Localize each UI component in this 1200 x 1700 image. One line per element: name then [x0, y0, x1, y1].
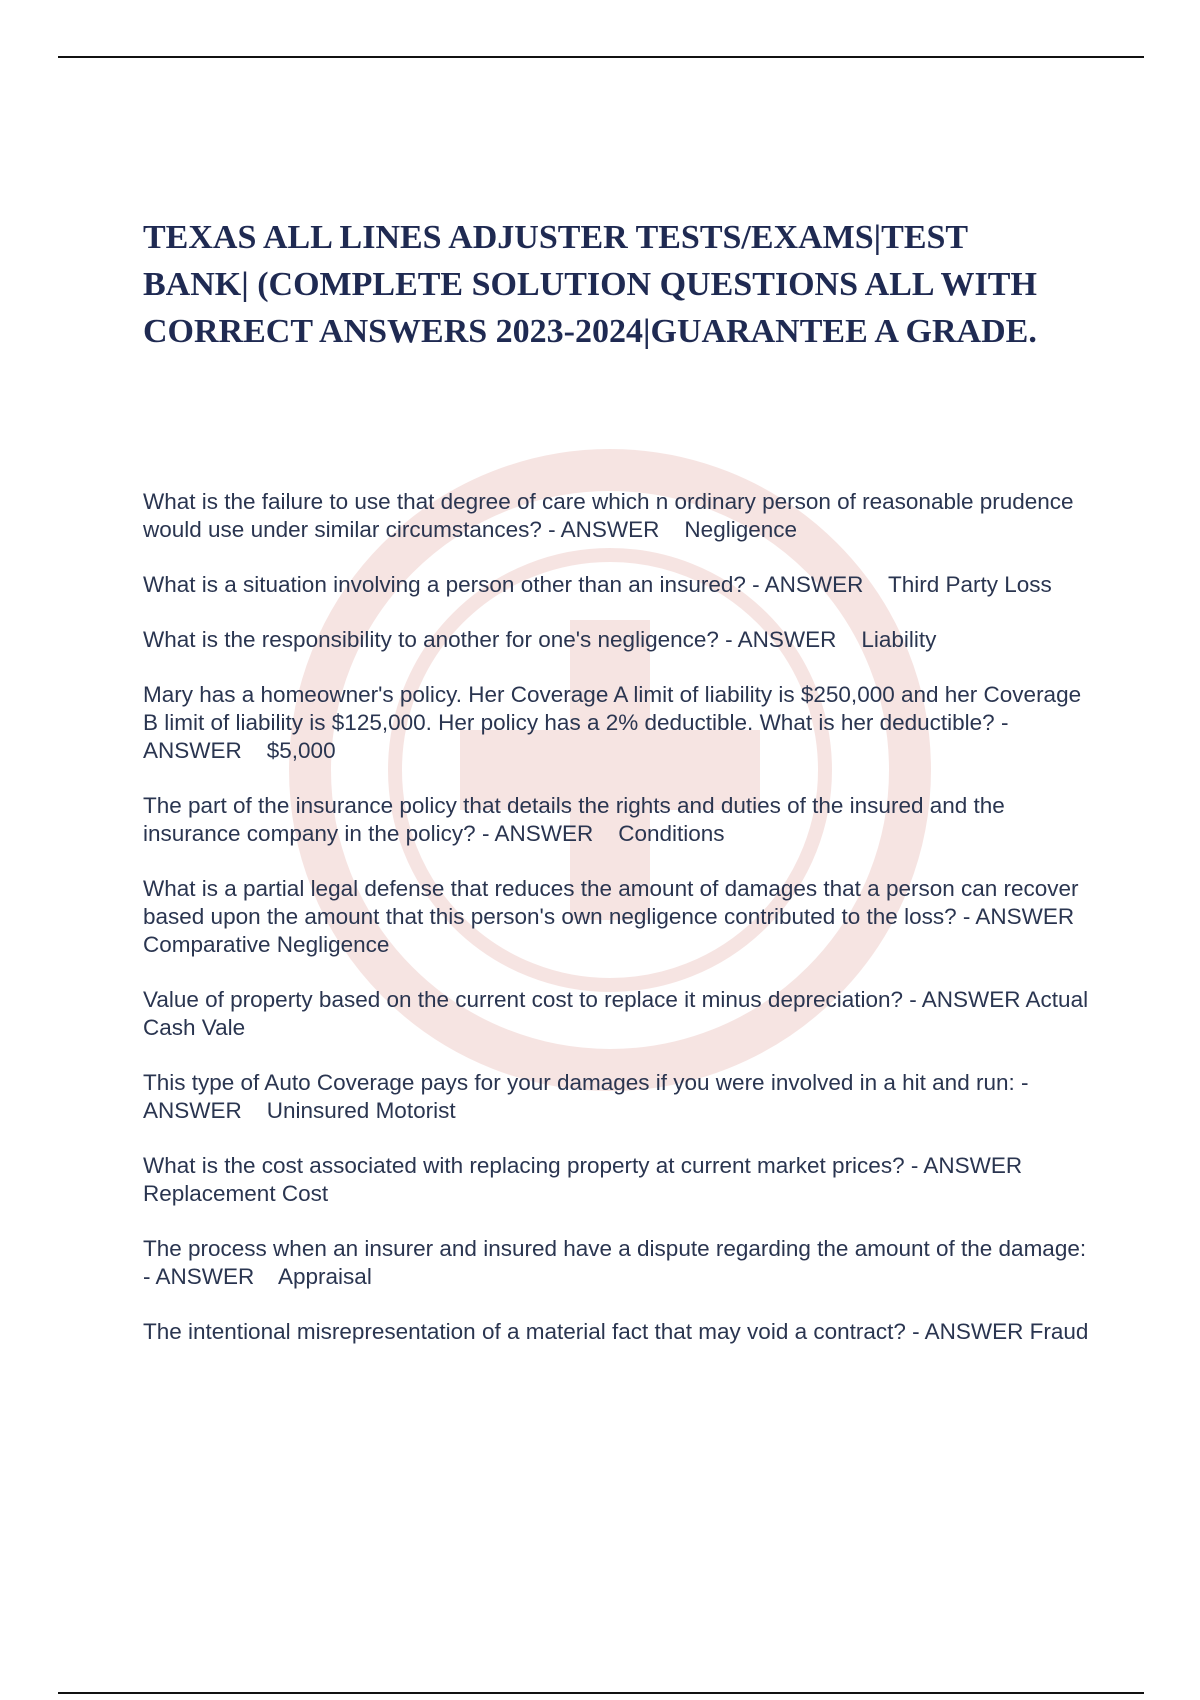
- document-title: TEXAS ALL LINES ADJUSTER TESTS/EXAMS|TEST BANK| (COMPLETE SOLUTION QUESTIONS ALL WITH CORRECT ANSWERS 2023-2024|GUARANTEE A GRADE.: [143, 219, 1037, 350]
- qa-item: The part of the insurance policy that details the rights and duties of the insured and the insurance company in the policy? - ANSWER Conditions: [143, 793, 1012, 846]
- qa-item: What is the failure to use that degree of care which n ordinary person of reasonable prudence would use under similar circumstances? - ANSWER Negligence: [143, 489, 1080, 542]
- qa-item: This type of Auto Coverage pays for your damages if you were involved in a hit and run: - ANSWER Uninsured Motorist: [143, 1070, 1034, 1123]
- bottom-rule: [58, 1692, 1144, 1694]
- qa-item: What is the responsibility to another for one's negligence? - ANSWER Liability: [143, 627, 937, 652]
- qa-item: Value of property based on the current cost to replace it minus depreciation? - ANSWER Actual Cash Vale: [143, 987, 1095, 1040]
- qa-item: What is a partial legal defense that reduces the amount of damages that a person can recover based upon the amount that this person's own negligence contributed to the loss? - ANSWER Comparative Negligence: [143, 876, 1100, 957]
- qa-item: The intentional misrepresentation of a material fact that may void a contract? - ANSWER Fraud: [143, 1319, 1089, 1344]
- qa-item: What is a situation involving a person other than an insured? - ANSWER Third Party Loss: [143, 572, 1052, 597]
- qa-item: Mary has a homeowner's policy. Her Coverage A limit of liability is $250,000 and her Coverage B limit of liability is $125,000. Her policy has a 2% deductible. What is her deductible? - ANSWER $5,000: [143, 682, 1088, 763]
- top-rule: [58, 56, 1144, 58]
- qa-item: The process when an insurer and insured have a dispute regarding the amount of the damage: - ANSWER Appraisal: [143, 1236, 1093, 1289]
- qa-item: What is the cost associated with replacing property at current market prices? - ANSWER Replacement Cost: [143, 1153, 1029, 1206]
- qa-list: [143, 488, 1100, 1373]
